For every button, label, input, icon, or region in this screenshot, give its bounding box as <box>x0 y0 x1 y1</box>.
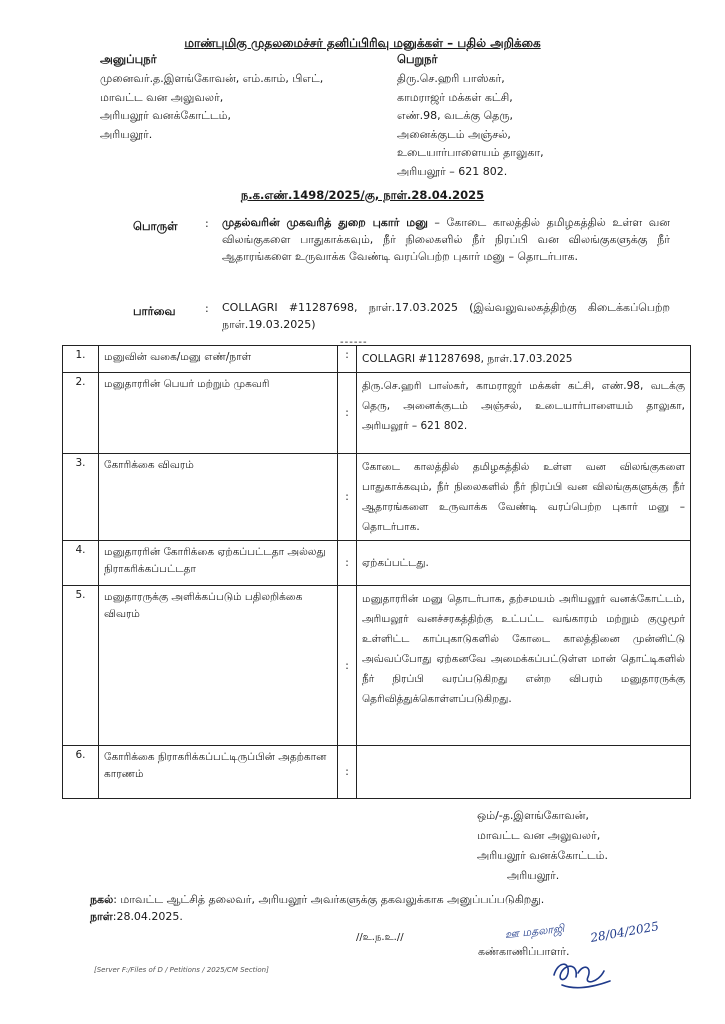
copy-date-line <box>90 907 183 927</box>
row-colon: : <box>338 746 357 799</box>
row-colon: : <box>338 454 357 541</box>
row-answer: ஏற்கப்பட்டது. <box>357 541 691 586</box>
row-number: 5. <box>63 586 99 746</box>
reference-number: ந.க.எண்.1498/2025/கு, நாள்.28.04.2025 <box>240 188 485 202</box>
row-number: 1. <box>63 346 99 373</box>
reference-label: பார்வை <box>133 304 176 318</box>
footer-path: [Server F:/Files of D / Petitions / 2025/CM Section] <box>94 966 269 974</box>
recipient-line: அரியலூர் – 621 802. <box>397 164 508 178</box>
table-row <box>63 373 691 454</box>
sender-line: மாவட்ட வன அலுவலர், <box>100 90 224 104</box>
reference-label-wrap <box>133 300 203 320</box>
row-number: 4. <box>63 541 99 586</box>
row-colon: : <box>338 541 357 586</box>
subject-body: – கோடை காலத்தில் தமிழகத்தில் உள்ள வன விலங்குகளை பாதுகாக்கவும், நீர் நிலைகளில் நீர் நிரப்பி வன விலங்குகளுக்கு நீர் ஆதாரங்களை உருவாக்க வேண்டி வரப்பெற்ற புகார் மனு – தொடர்பாக. <box>222 216 670 263</box>
recipient-line: உடையார்பாளையம் தாலுகா, <box>397 146 544 159</box>
subject-label-wrap <box>133 215 203 235</box>
signature-line: ஒம்/-த.இளங்கோவன், <box>477 809 589 822</box>
row-colon: : <box>338 346 357 373</box>
sender-line: அரியலூர் வனக்கோட்டம், <box>100 109 231 122</box>
row-question: மனுதாரரின் பெயர் மற்றும் முகவரி <box>99 373 338 454</box>
separator: ------ <box>340 337 368 348</box>
recipient-line: திரு.செ.ஹரி பாஸ்கர், <box>397 72 505 85</box>
document-title: மாண்புமிகு முதலமைச்சர் தனிப்பிரிவு மனுக்கள் – பதில் அறிக்கை <box>184 36 541 50</box>
reference-colon: : <box>205 302 209 315</box>
signature-line: அரியலூர் வனக்கோட்டம். <box>477 849 608 862</box>
recipient-line: அனைக்குடம் அஞ்சல், <box>397 127 511 141</box>
row-question: கோரிக்கை நிராகரிக்கப்பட்டிருப்பின் அதற்கான காரணம் <box>99 746 338 799</box>
row-question: மனுதாரரின் கோரிக்கை ஏற்கப்பட்டதா அல்லது நிராகரிக்கப்பட்டதா <box>99 541 338 586</box>
table-row <box>63 346 691 373</box>
sender-heading: அனுப்புநர் <box>100 52 157 66</box>
copy-text: : மாவட்ட ஆட்சித் தலைவர், அரியலூர் அவர்களுக்கு தகவலுக்காக அனுப்பப்படுகிறது. <box>113 893 545 906</box>
sender-line: முனைவர்.த.இளங்கோவன், எம்.காம், பிஎட், <box>100 72 324 85</box>
recipient-block <box>397 52 544 181</box>
superintendent-label: கண்காணிப்பாளர். <box>478 945 570 958</box>
row-number: 3. <box>63 454 99 541</box>
subject-text <box>222 214 670 265</box>
attested-mark: //உ.ந.உ.// <box>356 932 404 943</box>
row-question: மனுவின் வகை/மனு எண்/நாள் <box>99 346 338 373</box>
row-colon: : <box>338 586 357 746</box>
sender-line: அரியலூர். <box>100 127 153 141</box>
handwritten-note: ஊ மதலாஜி <box>504 921 565 942</box>
row-answer: மனுதாரரின் மனு தொடர்பாக, தற்சமயம் அரியலூர் வனக்கோட்டம், அரியலூர் வனச்சரகத்திற்கு உட்பட்ட வங்காரம் மற்றும் குழுமூர் உள்ளிட்ட காப்புகாடுகளில் கோடை காலத்தினை முன்னிட்டு அவ்வப்போது ஏற்கனவே அமைக்கப்பட்டுள்ள மான் தொட்டிகளில் நீர் நிரப்பி வரப்படுகிறது என்ற விபரம் மனுதாரருக்கு தெரிவித்துக்கொள்ளப்படுகிறது. <box>357 586 691 746</box>
copy-date-label: நாள் <box>90 910 113 923</box>
table-row <box>63 586 691 746</box>
signature-line: மாவட்ட வன அலுவலர், <box>477 829 601 842</box>
initials-signature-icon <box>548 955 618 993</box>
table-row <box>63 541 691 586</box>
sender-block <box>100 52 323 144</box>
copy-label: நகல் <box>90 893 114 906</box>
reply-table <box>62 345 691 799</box>
row-answer <box>357 746 691 799</box>
recipient-heading: பெறுநர் <box>397 52 438 66</box>
row-question: கோரிக்கை விவரம் <box>99 454 338 541</box>
signature-line: அரியலூர். <box>507 869 560 882</box>
row-colon: : <box>338 373 357 454</box>
handwritten-date: 28/04/2025 <box>589 919 660 945</box>
subject-bold: முதல்வரின் முகவரித் துறை புகார் மனு <box>222 216 428 229</box>
signature-block <box>477 806 608 886</box>
row-question: மனுதாரருக்கு அளிக்கப்படும் பதிலறிக்கை விவரம் <box>99 586 338 746</box>
row-answer: கோடை காலத்தில் தமிழகத்தில் உள்ள வன விலங்குகளை பாதுகாக்கவும், நீர் நிலைகளில் நீர் நிரப்பி வன விலங்குகளுக்கு நீர் ஆதாரங்களை உருவாக்க வேண்டி வரப்பெற்ற புகார் மனு – தொடர்பாக. <box>357 454 691 541</box>
subject-label: பொருள் <box>133 219 178 233</box>
copy-date: :28.04.2025. <box>112 910 183 923</box>
reference-text: COLLAGRI #11287698, நாள்.17.03.2025 (இவ்வலுவலகத்திற்கு கிடைக்கப்பெற்ற நாள்.19.03.2025) <box>222 301 670 331</box>
table-row <box>63 454 691 541</box>
row-number: 2. <box>63 373 99 454</box>
row-answer: திரு.செ.ஹரி பாஸ்கர், காமராஜர் மக்கள் கட்சி, எண்.98, வடக்கு தெரு, அனைக்குடம் அஞ்சல், உடையார்பாளையம் தாலுகா, அரியலூர் – 621 802. <box>357 373 691 454</box>
subject-colon: : <box>205 217 209 230</box>
table-row <box>63 746 691 799</box>
row-answer: COLLAGRI #11287698, நாள்.17.03.2025 <box>357 346 691 373</box>
recipient-line: காமராஜர் மக்கள் கட்சி, <box>397 90 513 104</box>
row-number: 6. <box>63 746 99 799</box>
recipient-line: எண்.98, வடக்கு தெரு, <box>397 109 514 122</box>
